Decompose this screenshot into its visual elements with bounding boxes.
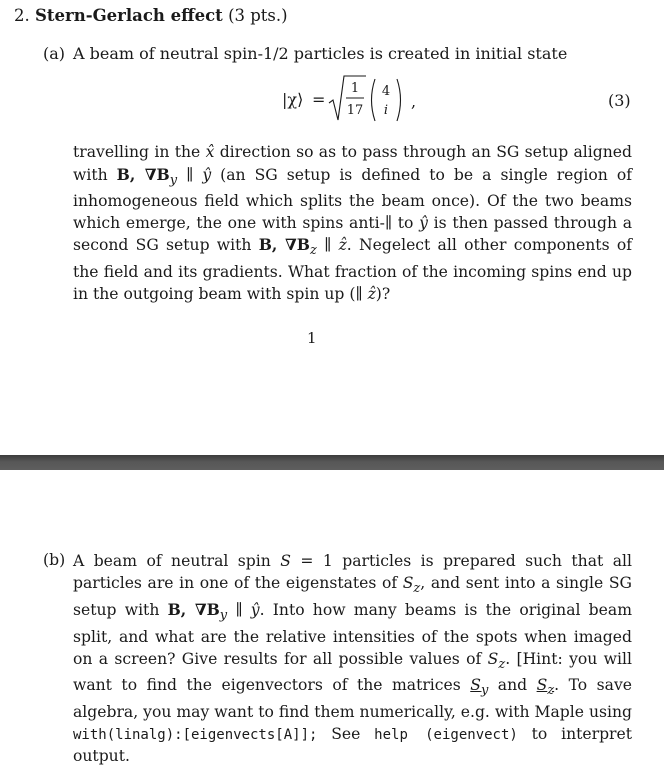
y-hat: ŷ: [250, 601, 260, 620]
part-a-label: (a): [43, 44, 66, 63]
frac-denominator: 17: [346, 103, 364, 118]
y-hat: ŷ: [202, 165, 212, 184]
part-b-label: (b): [43, 551, 66, 569]
z-hat: ẑ: [338, 236, 347, 255]
part-b-body: A beam of neutral spin S = 1 particles is prepared such that all particles are in one of the eigenstates of $S_z$, and sent into a single SG setup with B, $\nabla B_y$ ∥ ŷ. Into how many beams is the original beam split, and what are the relative intensities of the spots when imaged on a screen? Give results for all possible values of $S_z$. [Hint: you will want to find the eigenvectors of the matrices $S_y$ and $S_z$. To save algebra, you may want to find them numerically, e.g. with Maple using with(linalg):[eigenvects[A]]; See help (eigenvect) to interpret output.: [73, 552, 633, 766]
problem-number: 2.: [14, 6, 30, 25]
problem-heading: [14, 6, 288, 25]
z-hat: ẑ: [367, 284, 376, 303]
y-hat: ŷ: [419, 213, 428, 232]
equation-comma: ,: [411, 92, 417, 111]
vector-bottom: i: [383, 103, 389, 118]
ket-chi: |χ⟩: [282, 90, 304, 109]
problem-title: Stern-Gerlach effect: [35, 6, 223, 25]
equation-graphic: [282, 70, 442, 130]
equation-number: (3): [608, 91, 631, 110]
right-paren: [397, 79, 401, 121]
equals-sign: =: [312, 90, 326, 109]
vector-top: 4: [381, 84, 391, 99]
part-a-body: travelling in the x̂ direction so as to pass through an SG setup aligned with B, $\nabla B_y$ ∥ ŷ (an SG setup is defined to be a single region of inhomogeneous field which splits the beam once). Of the two beams which emerge, the one with spins anti-∥ to ŷ is then passed through a second SG setup with B, $\nabla B_z$ ∥ ẑ. Negelect all other components of the field and its gradients. What fraction of the incoming spins end up in the outgoing beam with spin up (∥ ẑ)?: [73, 143, 633, 303]
page-separator: [0, 455, 664, 470]
problem-points: (3 pts.): [228, 6, 288, 25]
maple-help-command: help (eigenvect): [374, 726, 518, 743]
left-paren: [372, 79, 376, 121]
x-hat: x̂: [205, 143, 215, 161]
maple-command: with(linalg):[eigenvects[A]];: [73, 726, 318, 743]
frac-numerator: 1: [350, 81, 360, 96]
page-number: 1: [307, 329, 317, 347]
part-a-intro: A beam of neutral spin-1/2 particles is created in initial state: [73, 44, 568, 63]
